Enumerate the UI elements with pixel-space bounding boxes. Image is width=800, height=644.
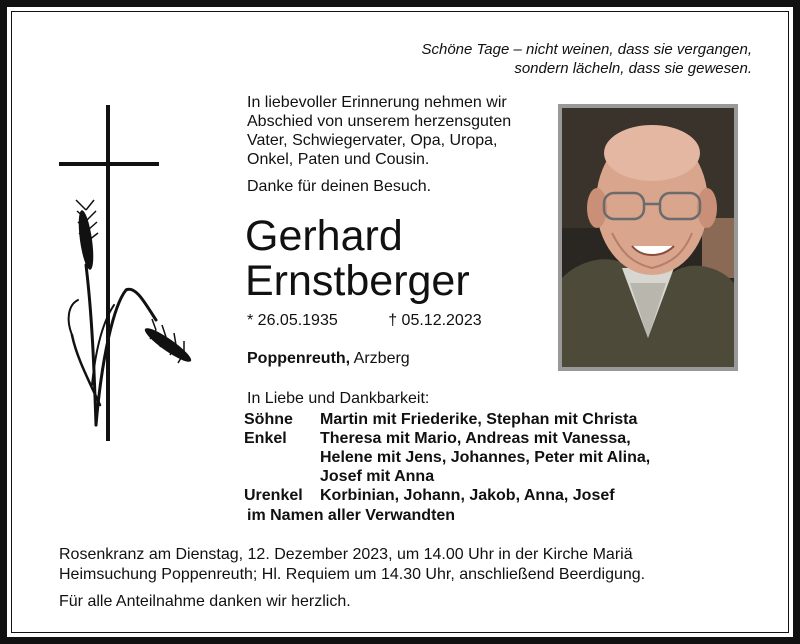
thanks-visit-text: Danke für deinen Besuch. — [247, 178, 432, 195]
family-role: Enkel — [244, 430, 287, 447]
residence — [247, 350, 410, 368]
residence-region: Arzberg — [350, 350, 410, 367]
names-line: Korbinian, Johann, Jakob, Anna, Josef — [320, 487, 615, 504]
intro-text — [247, 93, 547, 169]
intro-line-3: Vater, Schwiegervater, Opa, Uropa, — [247, 132, 498, 149]
table-row — [244, 410, 654, 429]
life-dates — [247, 312, 482, 330]
family-names — [320, 410, 654, 429]
motto-line-2: sondern lächeln, dass sie gewesen. — [514, 60, 752, 77]
family-table — [244, 410, 654, 505]
portrait-photo — [558, 104, 738, 371]
table-row — [244, 429, 654, 486]
service-line-2: Heimsuchung Poppenreuth; Hl. Requiem um 14.30 Uhr, anschließend Beerdigung. — [59, 566, 646, 583]
motto-line-1: Schöne Tage – nicht weinen, dass sie vergangen, — [421, 41, 752, 58]
cross-with-wheat-icon — [56, 105, 196, 445]
family-role: Söhne — [244, 411, 293, 428]
death-date: † 05.12.2023 — [388, 312, 482, 329]
names-line: Helene mit Jens, Johannes, Peter mit Alina, — [320, 449, 651, 466]
names-line: Martin mit Friederike, Stephan mit Christa — [320, 411, 638, 428]
table-row — [244, 486, 654, 505]
intro-line-1: In liebevoller Erinnerung nehmen wir — [247, 94, 507, 111]
closing-thanks: Für alle Anteilnahme danken wir herzlich. — [59, 593, 351, 610]
family-names — [320, 429, 654, 486]
motto-quote — [332, 40, 752, 78]
family-role: Urenkel — [244, 487, 303, 504]
service-line-1: Rosenkranz am Dienstag, 12. Dezember 2023, um 14.00 Uhr in der Kirche Mariä — [59, 546, 633, 563]
cross-icon — [59, 105, 159, 441]
family-names — [320, 486, 654, 505]
names-line: Josef mit Anna — [320, 468, 435, 485]
intro-line-2: Abschied von unserem herzensguten — [247, 113, 512, 130]
portrait-illustration — [562, 108, 734, 367]
service-details — [59, 545, 739, 585]
relatives-line: im Namen aller Verwandten — [247, 507, 456, 524]
mourners-heading: In Liebe und Dankbarkeit: — [247, 390, 430, 407]
birth-date: * 26.05.1935 — [247, 312, 338, 329]
residence-town: Poppenreuth, — [247, 350, 351, 367]
deceased-name — [245, 214, 470, 304]
names-line: Theresa mit Mario, Andreas mit Vanessa, — [320, 430, 631, 447]
intro-line-4: Onkel, Paten und Cousin. — [247, 151, 430, 168]
first-name: Gerhard — [245, 212, 403, 260]
wheat-icon — [69, 235, 156, 425]
last-name: Ernstberger — [245, 257, 470, 305]
